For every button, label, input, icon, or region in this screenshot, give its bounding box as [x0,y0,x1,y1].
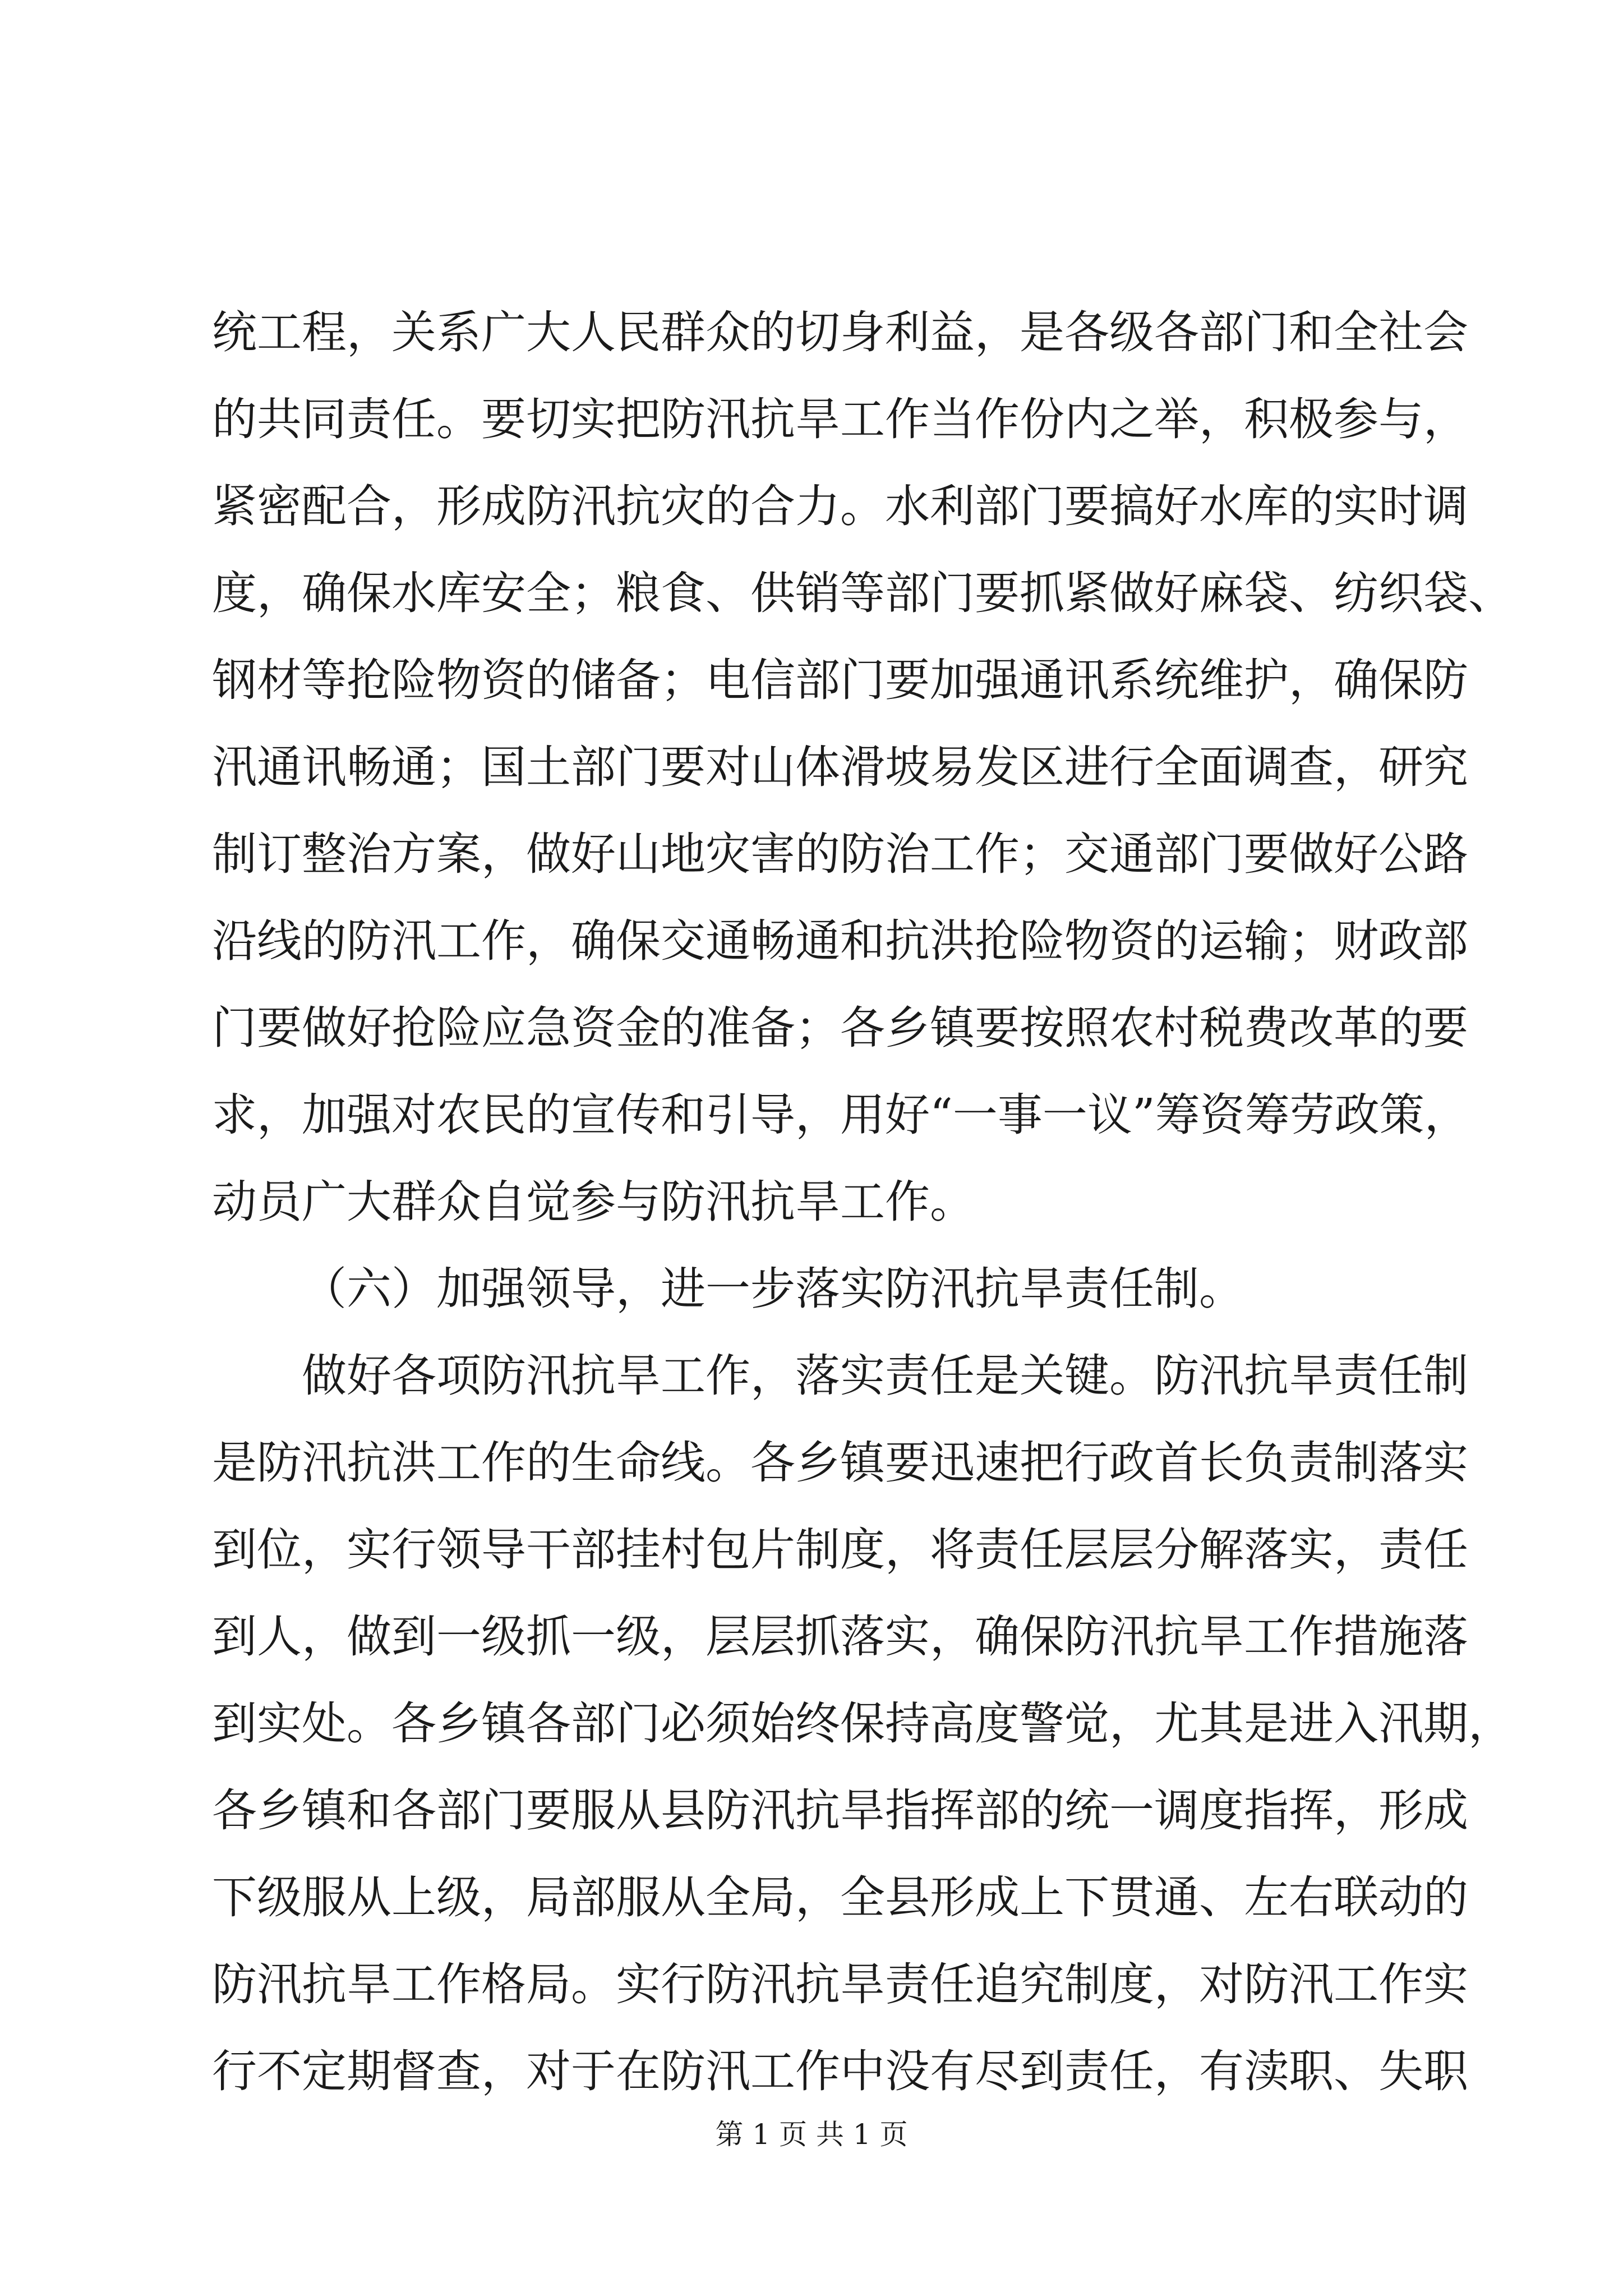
text-line-3: 紧密配合，形成防汛抗灾的合力。水利部门要搞好水库的实时调 [212,480,1468,532]
text-line-16: 到人，做到一级抓一级，层层抓落实，确保防汛抗旱工作措施落 [212,1611,1468,1663]
text-line-20: 防汛抗旱工作格局。实行防汛抗旱责任追究制度，对防汛工作实 [212,1958,1468,2010]
text-line-18: 各乡镇和各部门要服从县防汛抗旱指挥部的统一调度指挥，形成 [212,1784,1468,1837]
text-line-6: 汛通讯畅通；国土部门要对山体滑坡易发区进行全面调查，研究 [212,741,1468,793]
text-line-4: 度，确保水库安全；粮食、供销等部门要抓紧做好麻袋、纺织袋、 [212,567,1513,619]
page-number-footer: 第 1 页 共 1 页 [715,2118,908,2151]
text-line-5: 钢材等抢险物资的储备；电信部门要加强通讯系统维护，确保防 [212,654,1468,706]
text-line-15: 到位，实行领导干部挂村包片制度，将责任层层分解落实，责任 [212,1524,1468,1576]
text-line-7: 制订整治方案，做好山地灾害的防治工作；交通部门要做好公路 [212,828,1468,880]
text-line-14: 是防汛抗洪工作的生命线。各乡镇要迅速把行政首长负责制落实 [212,1437,1468,1489]
text-line-10: 求，加强对农民的宣传和引导，用好“一事一议”筹资筹劳政策， [212,1089,1469,1141]
document-body [212,289,1513,2115]
text-line-13: 做好各项防汛抗旱工作，落实责任是关键。防汛抗旱责任制 [302,1350,1468,1402]
text-line-9: 门要做好抢险应急资金的准备；各乡镇要按照农村税费改革的要 [212,1002,1468,1054]
text-line-2: 的共同责任。要切实把防汛抗旱工作当作份内之举，积极参与， [212,393,1468,445]
text-line-21: 行不定期督查，对于在防汛工作中没有尽到责任，有渎职、失职 [212,2045,1468,2097]
text-line-11: 动员广大群众自觉参与防汛抗旱工作。 [212,1176,975,1228]
text-line-8: 沿线的防汛工作，确保交通畅通和抗洪抢险物资的运输；财政部 [212,915,1468,967]
text-line-1: 统工程，关系广大人民群众的切身利益，是各级各部门和全社会 [212,306,1468,358]
text-line-17: 到实处。各乡镇各部门必须始终保持高度警觉，尤其是进入汛期， [212,1697,1513,1750]
section-heading: （六）加强领导，进一步落实防汛抗旱责任制。 [302,1263,1244,1315]
text-line-19: 下级服从上级，局部服从全局，全县形成上下贯通、左右联动的 [212,1871,1468,1924]
